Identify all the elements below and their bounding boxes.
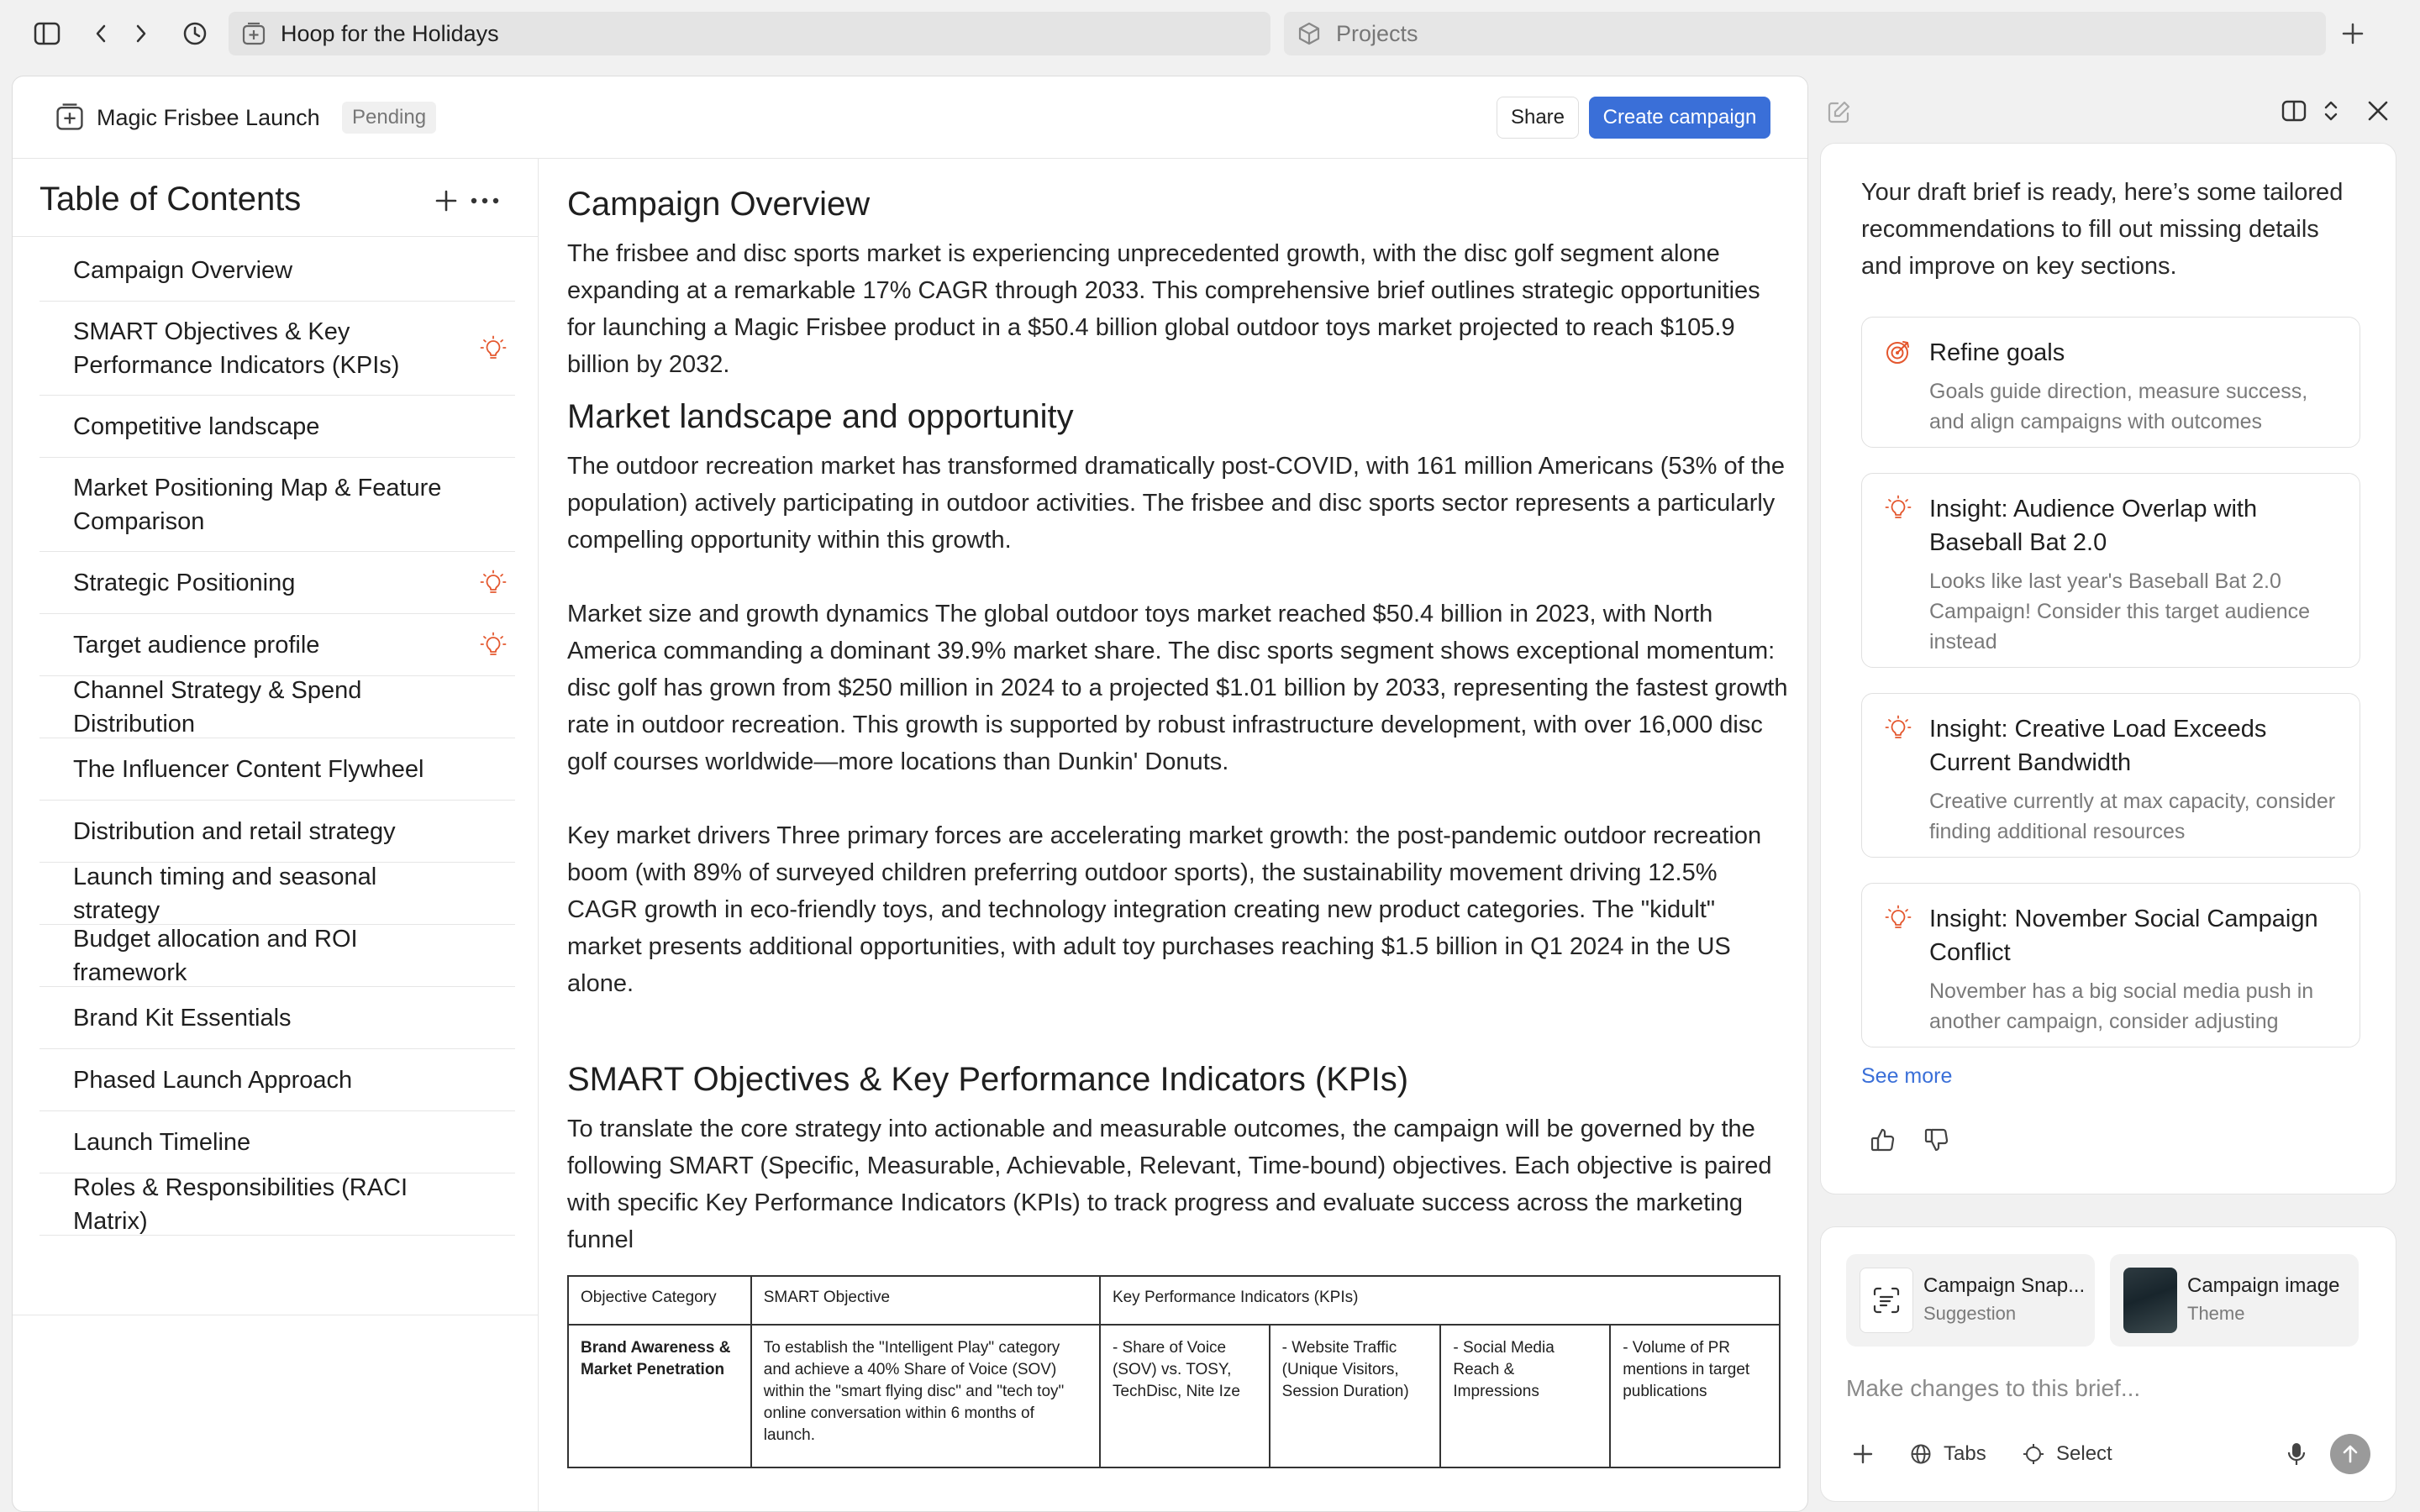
campaign-icon <box>53 100 87 134</box>
chip-title: Campaign Snap... <box>1923 1274 2086 1297</box>
select-button[interactable] <box>2021 1437 2112 1471</box>
table-cell: - Website Traffic (Unique Visitors, Session Duration) <box>1270 1325 1441 1467</box>
assistant-message: Your draft brief is ready, here’s some tailored recommendations to fill out missing details and improve on key sections. <box>1861 179 2344 280</box>
thumbs-up-icon[interactable] <box>1866 1123 1900 1157</box>
toc-item[interactable] <box>39 1049 515 1111</box>
assistant-panel <box>1820 143 2396 1194</box>
globe-icon <box>1908 1441 1933 1467</box>
compose-icon[interactable] <box>1822 96 1855 129</box>
toc-title: Table of Contents <box>39 181 302 218</box>
message-input[interactable] <box>1846 1372 2367 1405</box>
close-icon[interactable] <box>2360 92 2396 129</box>
card-description: Goals guide direction, measure success, and align campaigns with outcomes <box>1929 380 2308 433</box>
toc-item[interactable] <box>39 738 515 801</box>
table-of-contents <box>13 159 539 1512</box>
table-cell: - Social Media Reach & Impressions <box>1440 1325 1610 1467</box>
table-header-row <box>568 1276 1780 1325</box>
toc-item-label: Target audience profile <box>73 631 320 659</box>
table-cell: To establish the "Intelligent Play" category and achieve a 40% Share of Voice (SOV) within the "smart flying disc" and "tech toy" online conversation within 6 months of launch. <box>751 1325 1100 1467</box>
toc-item[interactable] <box>39 302 515 396</box>
recommendation-card[interactable] <box>1861 693 2360 858</box>
divider <box>13 236 539 237</box>
sidebar-toggle-icon[interactable] <box>29 15 66 52</box>
card-title: Insight: Creative Load Exceeds Current Bandwidth <box>1929 716 2267 776</box>
toc-item-label: SMART Objectives & Key Performance Indicators (KPIs) <box>73 318 400 379</box>
table-cell: - Volume of PR mentions in target publications <box>1610 1325 1780 1467</box>
card-description: Creative currently at max capacity, consider finding additional resources <box>1929 790 2336 843</box>
tab-label: Hoop for the Holidays <box>281 20 499 46</box>
recommendation-card[interactable] <box>1861 317 2360 448</box>
target-icon <box>1884 338 1912 366</box>
toc-item[interactable] <box>39 801 515 863</box>
new-tab-icon[interactable] <box>2334 15 2371 52</box>
toc-item-label: Launch Timeline <box>73 1128 251 1156</box>
toc-item[interactable] <box>39 396 515 458</box>
arrow-up-icon <box>2341 1444 2360 1464</box>
toc-item-label: Phased Launch Approach <box>73 1066 353 1094</box>
smart-paragraph: To translate the core strategy into actionable and measurable outcomes, the campaign will be governed by the following SMART (Specific, Measurable, Achievable, Relevant, Time-bound) objectives. Each objective is paired with specific Key Performance Indicators (KPIs) to track progress and evaluate success across the marketing funnel <box>567 1116 1772 1253</box>
expand-collapse-icon[interactable] <box>2316 94 2346 128</box>
table-header-cell: Key Performance Indicators (KPIs) <box>1100 1276 1780 1325</box>
toc-item[interactable] <box>39 676 515 738</box>
card-title: Insight: November Social Campaign Conflict <box>1929 906 2318 966</box>
cube-icon <box>1294 18 1324 49</box>
microphone-icon[interactable] <box>2280 1437 2313 1471</box>
card-description: November has a big social media push in another campaign, consider adjusting <box>1929 979 2314 1033</box>
toc-item[interactable] <box>39 1111 515 1173</box>
toc-item-label: Roles & Responsibilities (RACI Matrix) <box>73 1173 408 1235</box>
tab-hoop-for-the-holidays[interactable] <box>229 12 1270 55</box>
tab-label: Projects <box>1336 20 1418 46</box>
card-title: Refine goals <box>1929 339 2065 366</box>
toc-item[interactable] <box>39 552 515 614</box>
tool-label: Tabs <box>1944 1442 1986 1465</box>
toc-item[interactable] <box>39 987 515 1049</box>
toc-item-label: Channel Strategy & Spend Distribution <box>73 676 362 738</box>
lightbulb-icon <box>478 630 508 660</box>
back-icon[interactable] <box>82 15 119 52</box>
table-row <box>568 1325 1780 1467</box>
toc-item-label: Budget allocation and ROI framework <box>73 925 358 986</box>
status-badge: Pending <box>342 102 436 134</box>
card-title: Insight: Audience Overlap with Baseball Bat 2.0 <box>1929 496 2258 556</box>
table-cell: - Share of Voice (SOV) vs. TOSY, TechDisc, Nite Ize <box>1100 1325 1270 1467</box>
market-paragraph-1: The outdoor recreation market has transformed dramatically post-COVID, with 161 million Americans (53% of the population) actively participating in outdoor activities. The frisbee and disc sports sector represents a particularly compelling opportunity within this growth. <box>567 453 1786 554</box>
market-paragraph-2: Market size and growth dynamics The global outdoor toys market reached $50.4 billion in 2023, with North America commanding a dominant 39.9% market share. The disc sports segment shows exceptional momentum: disc golf has grown from $250 million in 2024 to a projected $1.01 billion by 2033, representing the fastest growth rate in outdoor recreation. This growth is supported by robust infrastructure development, with over 16,000 disc golf courses worldwide—more locations than Dunkin' Donuts. <box>567 601 1788 775</box>
chip-subtitle: Suggestion <box>1923 1303 2017 1324</box>
send-button[interactable] <box>2330 1434 2370 1474</box>
crosshair-icon <box>2021 1441 2046 1467</box>
thumbs-down-icon[interactable] <box>1920 1123 1954 1157</box>
history-icon[interactable] <box>176 15 213 52</box>
lightbulb-icon <box>478 568 508 598</box>
document-content <box>567 186 1794 1512</box>
document-title: Magic Frisbee Launch <box>97 105 320 130</box>
document-panel <box>12 76 1808 1512</box>
toc-item-label: Campaign Overview <box>73 256 293 284</box>
tabs-button[interactable] <box>1908 1437 1986 1471</box>
top-bar <box>0 0 2420 69</box>
composer <box>1820 1226 2396 1502</box>
section-heading-smart-objectives: SMART Objectives & Key Performance Indicators (KPIs) <box>567 1061 1409 1098</box>
add-icon[interactable] <box>428 182 465 219</box>
toc-list <box>39 239 515 1236</box>
tab-projects[interactable] <box>1284 12 2326 55</box>
table-header-cell: SMART Objective <box>751 1276 1100 1325</box>
lightbulb-icon <box>1884 904 1912 932</box>
toc-item[interactable] <box>39 458 515 552</box>
lightbulb-icon <box>1884 714 1912 743</box>
document-header <box>13 76 1807 159</box>
table-header-cell: Objective Category <box>568 1276 751 1325</box>
forward-icon[interactable] <box>123 15 160 52</box>
add-attachment-icon[interactable] <box>1846 1437 1880 1471</box>
toc-item[interactable] <box>39 1173 515 1236</box>
share-button[interactable]: Share <box>1497 97 1579 139</box>
toc-item[interactable] <box>39 863 515 925</box>
toc-item[interactable] <box>39 614 515 676</box>
card-description: Looks like last year's Baseball Bat 2.0 Campaign! Consider this target audience instead <box>1929 570 2311 654</box>
toc-item-label: Brand Kit Essentials <box>73 1004 292 1032</box>
recommendation-card[interactable] <box>1861 883 2360 1047</box>
more-icon[interactable] <box>466 182 503 219</box>
toc-item-label: Strategic Positioning <box>73 569 296 596</box>
section-heading-market-landscape: Market landscape and opportunity <box>567 398 1074 435</box>
recommendation-card[interactable] <box>1861 473 2360 668</box>
kpi-table <box>567 1275 1781 1468</box>
table-cell: Brand Awareness & Market Penetration <box>568 1325 751 1467</box>
lightbulb-icon <box>1884 494 1912 522</box>
toc-item-label: Distribution and retail strategy <box>73 817 396 845</box>
toc-item[interactable] <box>39 925 515 987</box>
toc-item-label: Competitive landscape <box>73 412 320 440</box>
campaign-icon <box>239 18 269 49</box>
toc-item-label: The Influencer Content Flywheel <box>73 755 424 783</box>
chip-subtitle: Theme <box>2187 1303 2245 1324</box>
attachment-chip[interactable] <box>2110 1254 2359 1347</box>
lightbulb-icon <box>478 333 508 364</box>
attachment-chip[interactable] <box>1846 1254 2095 1347</box>
overview-paragraph: The frisbee and disc sports market is experiencing unprecedented growth, with the disc golf segment alone expanding at a remarkable 17% CAGR through 2033. This comprehensive brief outlines strategic opportunities for launching a Magic Frisbee product in a $50.4 billion global outdoor toys market projected to reach $105.9 billion by 2032. <box>567 240 1760 378</box>
toc-item-label: Launch timing and seasonal strategy <box>73 863 377 924</box>
section-heading-campaign-overview: Campaign Overview <box>567 186 871 223</box>
toc-item-label: Market Positioning Map & Feature Comparison <box>73 474 442 535</box>
market-paragraph-3: Key market drivers Three primary forces are accelerating market growth: the post-pandemic outdoor recreation boom (with 89% of surveyed children preferring outdoor sports), the sustainability movement driving 12.5% CAGR growth in eco-friendly toys, and technology integration creating new product categories. The "kidult" market presents additional opportunities, with adult toy purchases reaching $1.5 billion in Q1 2024 in the US alone. <box>567 822 1762 997</box>
create-campaign-button[interactable]: Create campaign <box>1589 97 1770 139</box>
split-view-icon[interactable] <box>2277 92 2311 129</box>
toc-item[interactable] <box>39 239 515 302</box>
scan-text-icon <box>1860 1268 1913 1333</box>
see-more-link[interactable]: See more <box>1861 1064 1953 1088</box>
campaign-image-thumbnail <box>2123 1268 2177 1333</box>
chip-title: Campaign image <box>2187 1274 2340 1297</box>
tool-label: Select <box>2056 1442 2112 1465</box>
